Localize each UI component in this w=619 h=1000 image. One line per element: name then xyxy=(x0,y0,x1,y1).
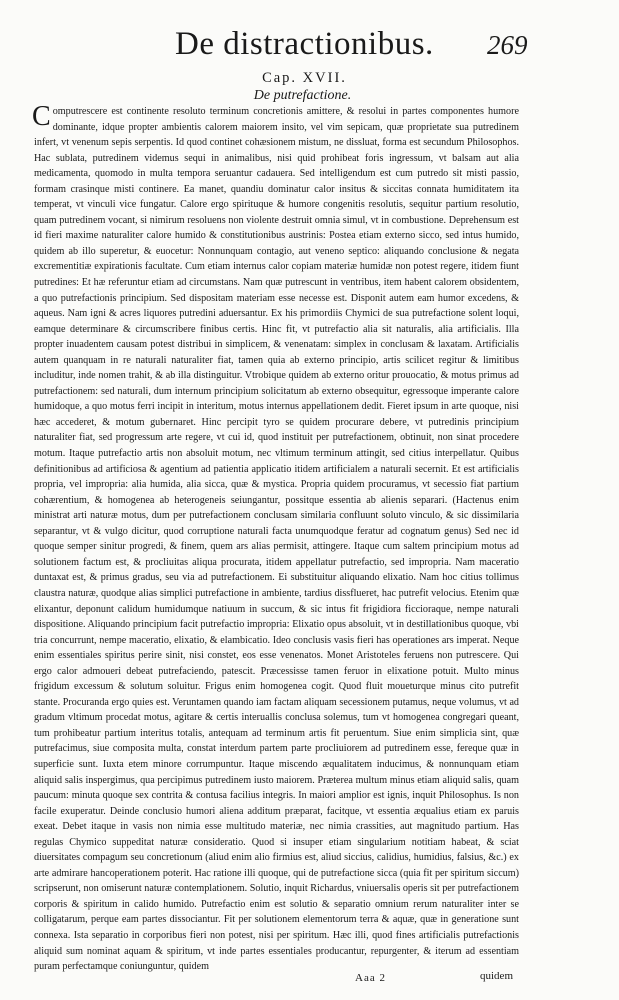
catchword: quidem xyxy=(480,970,513,982)
chapter-number: Cap. XVII. xyxy=(262,70,347,86)
signature-mark: Aaa 2 xyxy=(355,972,386,984)
paragraph-text: omputrescere est continente resoluto terminum concretionis amittere, & resolui in partes componentes humore dominante, idque propter ambientis calorem maiorem insito, vel vim sepicam, quæ proprietate sua putredinem infert, vt venenum sepis serpentis. Id quod continet cohæsionem mistum, ne dissluat, forma est secundum Philosophos. Hac sublata, putredinem videmus sequi in animalibus, nisi quid prohibeat foris ingressum, vt balsam aut alia medicamenta, quomodo in multa tempora seruantur cadauera. Sed intelligendum est cum putredo sit misti passio, formam crasinque misti continere. Ea manet, quandiu dominatur calor insitus & siccitas connata humiditatem ita temperat, vt vinculi vice fungatur. Calore ergo spirituque & humore congenitis resolutis, sequitur partium resolutio, quam putredinem vocant, si nimirum resoluens non violente destruit omnia simul, vt in combustione. Deprehensum est id fieri maxime naturaliter calore humido & constitutionibus austrinis: Postea etiam externo sicco, sed intus humido, quidem ab illo superetur, & euocetur: Nonnunquam contagio, aut veneno septico: aliquando conclusione & negata excrementitiæ expirationis facultate. Cum etiam internus calor copiam materiæ humidæ non potest regere, itidem fiunt putredines: Et hæ referuntur etiam ad circumstans. Nam quæ putrescunt in ventribus, item habent calorem obsidentem, a quo putrefactionis principium. Sed dispositam materiam esse necesse est. Disponit autem eam humor excedens, & aqueus. Nam igni & acres liquores putredini aduersantur. Ex his primordiis Chymici de sua putrefactione solent loqui, eamque determinare & circumscribere finibus certis. Hinc fit, vt putrefactio alia sit naturalis, alia artificialis. Illa propter inuadentem causam potest distribui in simplicem, & venenatam: simplex in conclusam & laxatam. Artificialis autem quanquam in re naturali naturaliter fiat, tamen quia ab externo principio, artis scilicet regitur & limitibus includitur, inde nomen trahit, & ab illa distinguitur. Vtrobique quidem ab externo oritur prouocatio, & motus primus ad putrefactionem: sed naturali, dum internum principium solicitatum ab externo obsequitur, egressoque imperante calore humidoque, a quo motus ferri incipit in interitum, motus internus appellationem dedit. Fieret ipsum in arte quoque, nisi hæc accederet, & motum gubernaret. Hinc percipit tyro se quidem procurare debere, vt putredinis principium naturaliter fiat, sed progressum arte regere, vt cui id, quod instituit per putrefactionem, obtinuit, non sinat procedere motum. Itaque putrefactio artis non absoluit motum, nec vltimum terminum attingit, sed citius interpellatur. Quibus definitionibus ad artificiosa & agentium ad patientia applicatio itidem artificialem a naturali secernit. Et est artificialis propria, vel impropria: alia humida, alia sicca, quæ & mystica. Propria quidem procuramus, vt secessio fiat partium cohærentium, & homogenea ab heterogeneis seiungantur, possitque essentia ab alienis separari. (Hactenus enim ministrat arti naturæ motus, dum per putrefactionem conclusam similaria confluunt soluto vinculo, & sic dissimilaria separantur, vt & vulgo dicitur, quod corruptione naturali facta unumquodque feratur ad cognatum genus) Sed nec id quoque semper sinitur progredi, & finem, quem ars alias permisit, attingere. Itaque cum saltem principium motus ad solutionem factum est, & procliuitas aliqua procurata, itidem appellatur putrefactio, sed impropria. Nam maceratio duntaxat est, & primus gradus, seu via ad putrefactionem. Ei substituitur aliquando elixatio. Nam hoc citius tollimus claustra naturæ, quodque alias simplici putrefactione in ambiente, tardius dissflueret, hac putrefit velocius. Etenim quæ elixantur, deponunt calidum humidumque natiuum in succum, & sic intus fit frigidiora ficcioraque, nempe naturali dispositione. Aliquando principium facit putrefactio impropria: Elixatio opus absoluit, vt in destillationibus quoque, vbi tria concurrunt, nempe maceratio, elixatio, & elambicatio. Ideo conclusis vasis fieri has operationes ars imperat. Neque enim essentiales spiritus perire sinit, nisi constet, eos esse venenatos. Monet Aristoteles feruens non putrescere. Qui ergo calor admoueri debeat putrefaciendo, patescit. Præcessisse tamen feruor in elixatione potuit. Multo minus frigidum excessum & solutum soluitur. Frigus enim homogenea cogit. Quod fluit moueturque minus cito putrefit stante. Procuranda ergo quies est. Veruntamen quando iam factam aliquam secessionem putamus, neque volumus, vt ad gradum vltimum procedat motus, agitare & certis interuallis conclusa solemus, tum vt homogenea congregari queant, tum prohibeatur partium interitus totalis, antequam ad terminum artis fit peruentum. Siue enim simplicia sint, quæ putrefacimus, siue composita multa, constat interdum partem parte procliuiorem ad putredinem esse, fereque quæ in superficie sunt. Iuxta etem minore corrumpuntur. Itaque miscendo æqualitatem inducimus, & nonnunquam etiam aliquid salis inspergimus, qua percipimus putredinem iusto maiorem. Præterea multum minus etiam aliquid salis, quam paucum: minuta quoque sex contrita & contusa facilius integris. In maiori amplior est ignis, inquit Philosophus. Is non facile exuperatur. Deinde conclusio humori aliena additum præparat, facitque, vt essentia æqualius etiam ex paruis exeat. Debet itaque in vasis non nimia esse multitudo materiæ, nec nimia crassities, aut magnitudo partium. Has regulas Chymico suppeditat naturæ consideratio. Quod si insuper etiam singularium notitiam habeat, & sciat diuersitates compagum seu concretionum (aliud enim alio firmius est, aliud siccius, calidius, humidius, falsius, &c.) ex arte admirare hancoperationem poterit. Hac ratione illi quoque, qui de putrefactione sicca (quia fit per spiritum siccum) scripserunt, non omiserunt naturæ contemplationem. Solutio, inquit Richardus, vniuersalis operis sit per putrefactionem corporis & spiritum in calido humido. Putrefactio enim est solutio & separatio omnium rerum naturaliter inter se colligatarum, perque eam partes dissociantur. Fit per solutionem elementorum terra & aquæ, quæ in generatione sunt connexa. Ista separatio in corporibus fieri non potest, nisi per spiritum. Hæc illi, quod fines artificialis putrefactionis aliquid sum nominat aquam & spiritum, vt inde partes essentiales producantur, repurgenter, & iterum ad essentiam puram perfectamque coniunguntur, quidem xyxy=(34,106,519,973)
running-head: De distractionibus. xyxy=(175,26,434,62)
chapter-title: De putrefactione. xyxy=(253,88,352,103)
paragraph xyxy=(32,101,519,975)
page-header xyxy=(0,22,619,70)
drop-cap: C xyxy=(32,101,51,132)
page-number: 269 xyxy=(487,30,528,60)
page-footer xyxy=(0,968,619,992)
body-text xyxy=(32,101,519,975)
